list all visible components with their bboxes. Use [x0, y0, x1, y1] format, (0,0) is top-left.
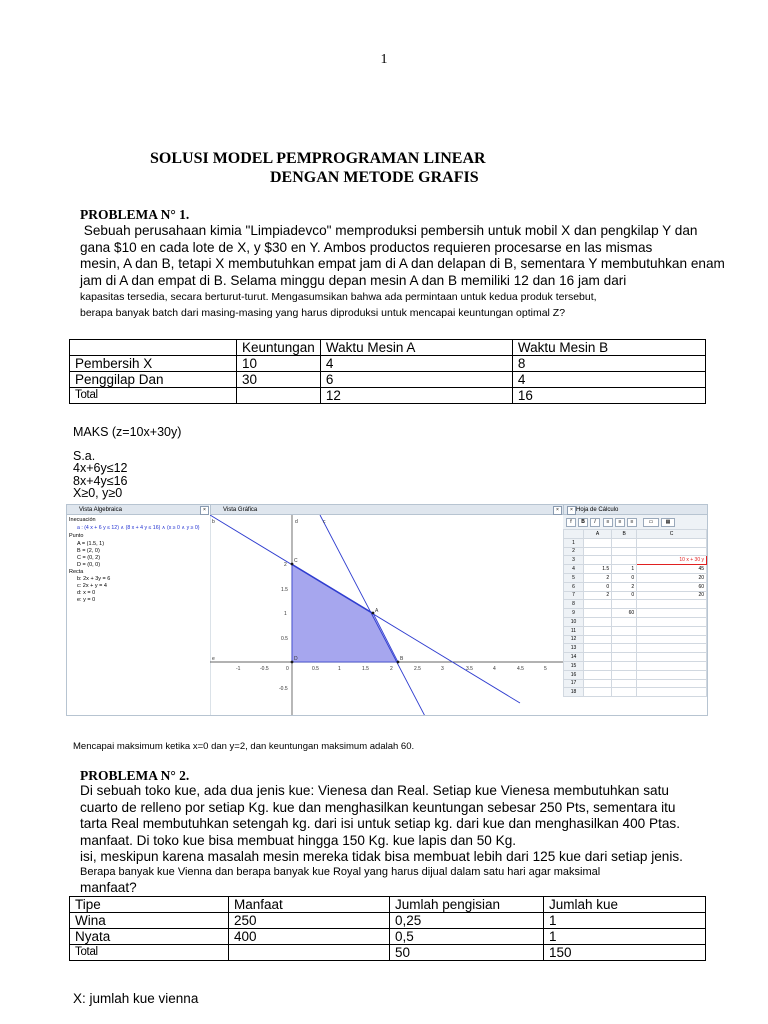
model-subject-to: S.a. — [73, 449, 96, 463]
x-tick-label: 4.5 — [517, 666, 524, 672]
sheet-row — [564, 609, 707, 618]
sheet-cell[interactable] — [612, 556, 637, 565]
sheet-row-header[interactable]: 14 — [564, 653, 584, 662]
y-tick-label: -0.5 — [279, 686, 288, 692]
x-tick-label: 0.5 — [312, 666, 319, 672]
point-item: B = (2, 0) — [77, 548, 100, 554]
variable-definition: X: jumlah kue vienna — [73, 991, 199, 1006]
document-title: SOLUSI MODEL PEMPROGRAMAN LINEAR — [150, 150, 486, 167]
table-cell: 400 — [229, 929, 390, 945]
sheet-row-header[interactable]: 13 — [564, 644, 584, 653]
sheet-cell[interactable] — [612, 635, 637, 644]
sheet-header-row — [564, 530, 707, 539]
problem1-small-line: kapasitas tersedia, secara berturut-turut. Mengasumsikan bahwa ada permintaan untuk kedua produk tersebut, — [80, 291, 597, 303]
sheet-row-header[interactable]: 5 — [564, 573, 584, 582]
table-cell: Keuntungan — [237, 340, 321, 356]
sheet-cell[interactable] — [612, 661, 637, 670]
sheet-row-header[interactable]: 2 — [564, 547, 584, 556]
sheet-row — [564, 556, 707, 565]
x-tick-label: 1.5 — [362, 666, 369, 672]
sheet-cell[interactable]: 20 — [637, 573, 707, 582]
sheet-cell[interactable] — [612, 688, 637, 697]
table-cell — [70, 340, 237, 356]
point-item: D = (0, 0) — [77, 562, 101, 568]
sheet-cell[interactable] — [637, 538, 707, 547]
sheet-view-title: Hoja de Cálculo — [576, 507, 619, 513]
sheet-cell[interactable] — [637, 600, 707, 609]
sheet-row-header[interactable]: 1 — [564, 538, 584, 547]
sheet-row — [564, 565, 707, 574]
table-row — [70, 945, 706, 961]
sheet-row — [564, 600, 707, 609]
problem2-question: Berapa banyak kue Vienna dan berapa banyak kue Royal yang harus dijual dalam satu hari agar maksimal — [80, 866, 601, 878]
problem2-line: isi, meskipun karena masalah mesin mereka tidak bisa membuat lebih dari 125 kue dari setiap jenis. — [80, 849, 683, 865]
table-cell: Total — [70, 945, 229, 961]
sheet-row-header[interactable]: 6 — [564, 582, 584, 591]
sheet-cell[interactable] — [637, 661, 707, 670]
y-tick-label: 0.5 — [281, 636, 288, 642]
page-number: 1 — [380, 52, 388, 67]
point-d[interactable] — [291, 661, 294, 664]
sheet-row — [564, 573, 707, 582]
line-label: b — [212, 519, 215, 525]
sheet-row-header[interactable]: 11 — [564, 626, 584, 635]
sheet-row — [564, 670, 707, 679]
table-header-row — [70, 897, 706, 913]
constraint: 8x+4y≤16 — [73, 473, 128, 488]
sheet-cell[interactable]: 0 — [584, 582, 612, 591]
sheet-cell[interactable]: 0 — [612, 573, 637, 582]
graphics-view-header — [210, 505, 563, 515]
sheet-cell[interactable] — [637, 617, 707, 626]
table-cell: 1 — [544, 929, 706, 945]
table-cell: Penggilap Dan — [70, 372, 237, 388]
sheet-row-header[interactable]: 16 — [564, 670, 584, 679]
sheet-row-header[interactable]: 10 — [564, 617, 584, 626]
problem1-line: mesin, A dan B, tetapi X membutuhkan empat jam di A dan delapan di B, sementara Y membutuhkan enam — [80, 256, 725, 271]
line-label: e — [212, 656, 215, 662]
x-tick-label: -1 — [236, 666, 241, 672]
table-cell: Nyata — [70, 929, 229, 945]
sheet-row — [564, 591, 707, 600]
sheet-cell[interactable] — [637, 679, 707, 688]
sheet-cell[interactable]: 2 — [584, 573, 612, 582]
sheet-cell[interactable] — [584, 600, 612, 609]
problem2-line: Di sebuah toko kue, ada dua jenis kue: Vienesa dan Real. Setiap kue Vienesa membutuhkan satu — [80, 783, 669, 798]
sheet-cell[interactable]: 1.5 — [584, 565, 612, 574]
table-cell: 4 — [512, 372, 705, 388]
point-item: C = (0, 2) — [77, 555, 101, 561]
border-icon[interactable]: ▦ — [661, 518, 675, 527]
problem1-small-text — [80, 289, 597, 321]
point-label: A — [375, 608, 379, 614]
inequality-header: Inecuación — [69, 517, 96, 523]
x-tick-label: 3 — [441, 666, 444, 672]
constraint: X≥0, y≥0 — [73, 486, 123, 500]
problem2-table — [69, 896, 706, 961]
sheet-cell[interactable] — [584, 688, 612, 697]
table-cell: 0,5 — [390, 929, 544, 945]
sheet-cell[interactable]: 60 — [637, 582, 707, 591]
sheet-toolbar — [563, 515, 707, 530]
line-item: e: y = 0 — [77, 597, 96, 603]
problem2-line: manfaat. Di toko kue bisa membuat hingga 150 Kg. kue lapis dan 50 Kg. — [80, 832, 517, 848]
table-cell: 50 — [390, 945, 544, 961]
problem2-heading: PROBLEMA N° 2. — [80, 768, 190, 783]
point-label: B — [400, 656, 404, 662]
problem1-small-line: berapa banyak batch dari masing-masing yang harus diproduksi untuk mencapai keuntungan optimal Z? — [80, 307, 566, 319]
close-icon[interactable]: × — [553, 506, 562, 515]
sheet-cell[interactable] — [612, 538, 637, 547]
table-row — [70, 356, 706, 372]
sheet-cell[interactable]: 45 — [637, 565, 707, 574]
sheet-row — [564, 538, 707, 547]
close-icon[interactable]: × — [567, 506, 576, 515]
constraint: 4x+6y≤12 — [73, 461, 128, 475]
table-cell — [237, 388, 321, 404]
sheet-cell[interactable] — [637, 644, 707, 653]
sheet-column-header[interactable]: C — [637, 530, 707, 539]
table-cell: 6 — [320, 372, 512, 388]
sheet-column-header[interactable]: A — [584, 530, 612, 539]
table-cell: Jumlah kue — [544, 897, 706, 913]
sheet-row — [564, 653, 707, 662]
sheet-row — [564, 626, 707, 635]
sheet-cell[interactable] — [612, 653, 637, 662]
y-tick-label: 1 — [284, 611, 287, 617]
line-item: d: x = 0 — [77, 590, 96, 596]
problem1-heading: PROBLEMA N° 1. — [80, 207, 190, 222]
sheet-cell[interactable] — [584, 617, 612, 626]
line-item: c: 2x + y = 4 — [77, 583, 107, 589]
table-cell: 30 — [237, 372, 321, 388]
problem1-line: gana $10 en cada lote de X, y $30 en Y. Ambos productos requieren procesarse en las mismas — [80, 239, 653, 255]
table-row — [70, 372, 706, 388]
table-cell: 250 — [229, 913, 390, 929]
table-cell: Waktu Mesin A — [320, 340, 512, 356]
point-label: D — [294, 656, 298, 662]
sheet-row — [564, 661, 707, 670]
formula-cell[interactable]: 10 x + 30 y — [637, 556, 707, 565]
sheet-cell[interactable] — [612, 617, 637, 626]
x-tick-label: 4 — [493, 666, 496, 672]
sheet-cell[interactable] — [584, 556, 612, 565]
sheet-column-header[interactable]: B — [612, 530, 637, 539]
table-cell: Manfaat — [229, 897, 390, 913]
sheet-cell[interactable] — [584, 609, 612, 618]
sheet-cell[interactable] — [637, 688, 707, 697]
table-row — [70, 929, 706, 945]
geogebra-screenshot — [66, 504, 708, 716]
sheet-cell[interactable] — [612, 626, 637, 635]
problem1-line: jam di A dan empat di B. Selama minggu depan mesin A dan B memiliki 12 dan 16 jam dari — [80, 272, 627, 288]
x-tick-label: 5 — [544, 666, 547, 672]
sheet-cell[interactable] — [584, 547, 612, 556]
table-cell: 4 — [320, 356, 512, 372]
feasible-region — [292, 564, 398, 662]
sheet-cell[interactable]: 1 — [612, 565, 637, 574]
x-tick-label: 1 — [338, 666, 341, 672]
lines-header: Recta — [69, 569, 84, 575]
sheet-row-header[interactable]: 8 — [564, 600, 584, 609]
graphics-canvas[interactable] — [210, 515, 563, 715]
sheet-cell[interactable]: 2 — [584, 591, 612, 600]
point-item: A = (1.5, 1) — [77, 541, 105, 547]
x-tick-label: -0.5 — [260, 666, 269, 672]
inequality-item: a : (4 x + 6 y ≤ 12) ∧ (8 x + 4 y ≤ 16) ∧ (x ≥ 0 ∧ y ≥ 0) — [77, 525, 200, 531]
line-item: b: 2x + 3y = 6 — [77, 576, 111, 582]
problem2-question-end: manfaat? — [80, 880, 137, 895]
sheet-row-header[interactable]: 18 — [564, 688, 584, 697]
table-cell: Jumlah pengisian — [390, 897, 544, 913]
sheet-cell[interactable] — [584, 626, 612, 635]
problem2-line: cuarto de relleno por setiap Kg. kue dan menghasilkan keuntungan sebesar 250 Pts, sementara itu — [80, 799, 676, 815]
sheet-cell[interactable] — [637, 609, 707, 618]
sheet-row — [564, 617, 707, 626]
sheet-cell[interactable]: 20 — [637, 591, 707, 600]
formula-icon[interactable]: f — [566, 518, 576, 527]
x-tick-label: 2.5 — [414, 666, 421, 672]
sheet-row — [564, 547, 707, 556]
sheet-cell[interactable] — [612, 670, 637, 679]
sheet-cell[interactable] — [637, 670, 707, 679]
sheet-corner[interactable] — [564, 530, 584, 539]
spreadsheet-grid — [563, 529, 707, 697]
problem2-line: tarta Real membutuhkan setengah kg. dari isi untuk setiap kg. dari kue dan menghasilkan 400 Ptas. — [80, 816, 680, 832]
table-cell: 0,25 — [390, 913, 544, 929]
x-tick-label: 0 — [286, 666, 289, 672]
sheet-cell[interactable] — [584, 661, 612, 670]
problem1-table — [69, 339, 706, 404]
line-label: c — [323, 519, 326, 525]
sheet-cell[interactable] — [584, 670, 612, 679]
sheet-cell[interactable] — [584, 538, 612, 547]
sheet-cell[interactable] — [584, 653, 612, 662]
table-cell: Tipe — [70, 897, 229, 913]
sheet-cell[interactable]: 2 — [612, 582, 637, 591]
sheet-cell[interactable]: 60 — [612, 609, 637, 618]
table-cell: 8 — [512, 356, 705, 372]
algebra-view-title: Vista Algebraica — [79, 507, 122, 513]
table-cell — [229, 945, 390, 961]
problem1-conclusion: Mencapai maksimum ketika x=0 dan y=2, dan keuntungan maksimum adalah 60. — [73, 741, 415, 752]
sheet-cell[interactable] — [612, 679, 637, 688]
table-cell: 10 — [237, 356, 321, 372]
sheet-row-header[interactable]: 17 — [564, 679, 584, 688]
sheet-cell[interactable] — [612, 600, 637, 609]
sheet-row-header[interactable]: 4 — [564, 565, 584, 574]
close-icon[interactable]: × — [200, 506, 209, 515]
sheet-cell[interactable] — [637, 547, 707, 556]
sheet-row-header[interactable]: 3 — [564, 556, 584, 565]
point-b[interactable] — [397, 661, 400, 664]
sheet-view-header — [563, 505, 707, 515]
model-objective: MAKS (z=10x+30y) — [73, 425, 182, 439]
table-cell: Pembersih X — [70, 356, 237, 372]
point-c[interactable] — [291, 563, 294, 566]
y-tick-label: 2 — [284, 562, 287, 568]
document-subtitle: DENGAN METODE GRAFIS — [270, 169, 479, 186]
y-tick-label: 1.5 — [281, 587, 288, 593]
sheet-cell[interactable] — [584, 679, 612, 688]
x-tick-label: 3.5 — [466, 666, 473, 672]
table-header-row — [70, 340, 706, 356]
table-cell: 150 — [544, 945, 706, 961]
x-tick-label: 2 — [390, 666, 393, 672]
align-left-icon[interactable]: ≡ — [603, 518, 613, 527]
table-cell: Wina — [70, 913, 229, 929]
model-constraints — [73, 462, 127, 500]
sheet-row — [564, 635, 707, 644]
points-header: Punto — [69, 533, 84, 539]
sheet-row-header[interactable]: 7 — [564, 591, 584, 600]
sheet-row-header[interactable]: 15 — [564, 661, 584, 670]
sheet-row — [564, 679, 707, 688]
problem1-text — [80, 223, 760, 289]
sheet-row — [564, 582, 707, 591]
table-cell: 16 — [512, 388, 705, 404]
line-b — [210, 515, 520, 703]
graphics-view-title: Vista Gráfica — [223, 507, 258, 513]
sheet-row — [564, 644, 707, 653]
align-center-icon[interactable]: ≡ — [615, 518, 625, 527]
point-label: C — [294, 558, 298, 564]
sheet-row-header[interactable]: 12 — [564, 635, 584, 644]
point-a[interactable] — [372, 612, 375, 615]
table-cell: 12 — [320, 388, 512, 404]
sheet-cell[interactable] — [584, 635, 612, 644]
sheet-row-header[interactable]: 9 — [564, 609, 584, 618]
sheet-cell[interactable] — [612, 547, 637, 556]
sheet-row — [564, 688, 707, 697]
italic-icon[interactable]: I — [590, 518, 600, 527]
fill-color-icon[interactable]: ▭ — [643, 518, 659, 527]
table-cell: 1 — [544, 913, 706, 929]
algebra-view-header — [67, 505, 209, 515]
sheet-cell[interactable] — [637, 653, 707, 662]
table-row — [70, 913, 706, 929]
problem2-text — [80, 783, 760, 866]
table-cell: Total — [70, 388, 237, 404]
bold-icon[interactable]: B — [578, 518, 588, 527]
sheet-cell[interactable] — [584, 644, 612, 653]
table-cell: Waktu Mesin B — [512, 340, 705, 356]
problem1-line: Sebuah perusahaan kimia "Limpiadevco" memproduksi pembersih untuk mobil X dan pengkilap Y dan — [80, 223, 698, 238]
sheet-cell[interactable]: 0 — [612, 591, 637, 600]
sheet-cell[interactable] — [612, 644, 637, 653]
sheet-cell[interactable] — [637, 626, 707, 635]
table-row — [70, 388, 706, 404]
sheet-cell[interactable] — [637, 635, 707, 644]
line-label: d — [295, 519, 298, 525]
align-right-icon[interactable]: ≡ — [627, 518, 637, 527]
